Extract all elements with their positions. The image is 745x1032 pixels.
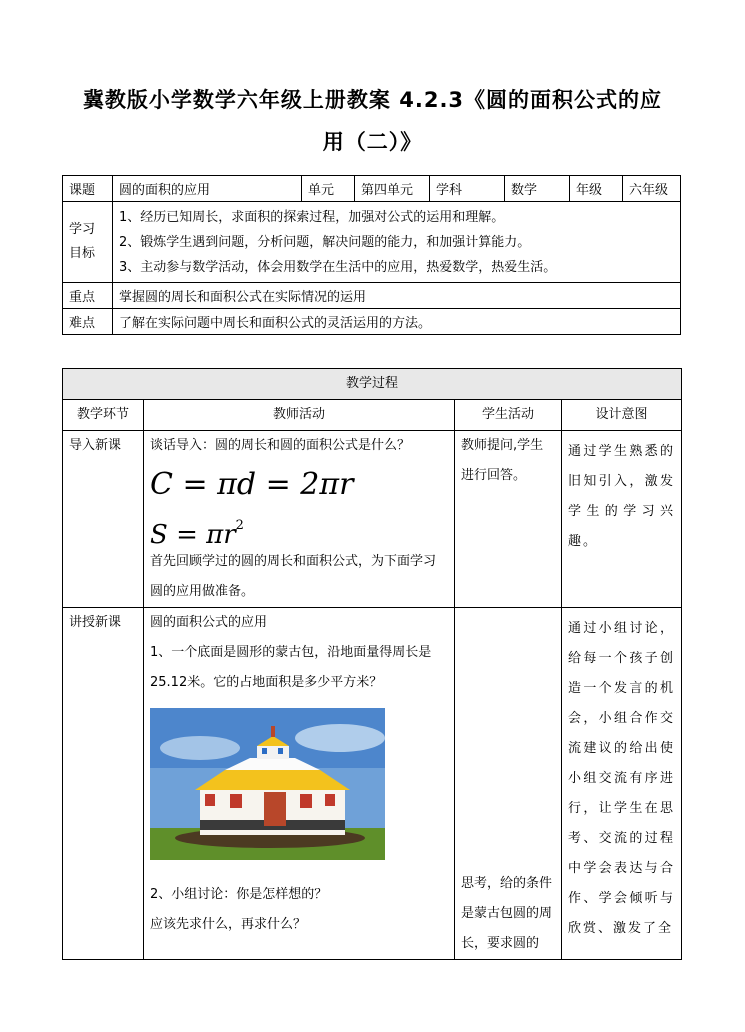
teacher-activity-intro <box>144 431 455 608</box>
area-formula-exponent: 2 <box>235 518 244 533</box>
difficulty-value: 了解在实际问题中周长和面积公式的灵活运用的方法。 <box>113 309 681 335</box>
grade-value: 六年级 <box>623 176 681 202</box>
grade-label: 年级 <box>570 176 623 202</box>
lesson-value: 圆的面积的应用 <box>113 176 302 202</box>
area-formula <box>150 507 448 550</box>
key-point-value: 掌握圆的周长和面积公式在实际情况的运用 <box>113 283 681 309</box>
process-header: 教学过程 <box>63 369 682 400</box>
area-formula-base: S = πr <box>150 520 236 550</box>
design-intent-new: 通过小组讨论，给每一个孩子创造一个发言的机会，小组合作交流建议的给出使小组交流有序进行，让学生在思考、交流的过程中学会表达与合作、学会倾听与欣赏、激发了全 <box>562 608 682 960</box>
yurt-photo <box>150 708 385 860</box>
stage-intro: 导入新课 <box>63 431 144 608</box>
unit-label: 单元 <box>302 176 355 202</box>
column-student: 学生活动 <box>455 400 562 431</box>
discussion-prompt: 2、小组讨论：你是怎样想的？ <box>150 887 328 902</box>
unit-value: 第四单元 <box>355 176 430 202</box>
stage-new: 讲授新课 <box>63 608 144 960</box>
student-activity-new <box>455 608 562 960</box>
difficulty-label: 难点 <box>63 309 113 335</box>
column-stage: 教学环节 <box>63 400 144 431</box>
teacher-activity-new <box>144 608 455 960</box>
design-intent-intro: 通过学生熟悉的旧知引入，激发学生的学习兴趣。 <box>562 431 682 608</box>
key-point-label: 重点 <box>63 283 113 309</box>
column-design: 设计意图 <box>562 400 682 431</box>
lesson-info-table <box>62 175 681 335</box>
circumference-formula: C = πd = 2πr <box>150 467 354 502</box>
objectives-label: 学习目标 <box>63 202 113 283</box>
lesson-label: 课题 <box>63 176 113 202</box>
document-title-line1: 冀教版小学数学六年级上册教案 4.2.3《圆的面积公式的应 <box>82 88 663 112</box>
teaching-process-table <box>62 368 682 960</box>
subject-value: 数学 <box>505 176 570 202</box>
objectives-cell <box>113 202 681 283</box>
objective-item: 1、经历已知周长，求面积的探索过程，加强对公式的运用和理解。 <box>119 209 505 225</box>
subject-label: 学科 <box>430 176 505 202</box>
problem-text: 1、一个底面是圆形的蒙古包，沿地面量得周长是25.12米。它的占地面积是多少平方米？ <box>150 645 432 690</box>
discussion-question: 应该先求什么，再求什么？ <box>150 917 307 932</box>
objective-item: 2、锻炼学生遇到问题，分析问题，解决问题的能力，和加强计算能力。 <box>119 234 531 250</box>
new-title: 圆的面积公式的应用 <box>150 615 268 630</box>
intro-question: 谈话导入：圆的周长和圆的面积公式是什么？ <box>150 438 411 453</box>
student-activity-intro: 教师提问,学生进行回答。 <box>455 431 562 608</box>
column-teacher: 教师活动 <box>144 400 455 431</box>
intro-note: 首先回顾学过的圆的周长和面积公式，为下面学习圆的应用做准备。 <box>150 554 437 599</box>
objective-item: 3、主动参与数学活动，体会用数学在生活中的应用，热爱数学，热爱生活。 <box>119 259 557 275</box>
student-activity-new-text: 思考，给的条件是蒙古包圆的周长，要求圆的 <box>461 876 553 951</box>
document-title-line2: 用（二）》 <box>322 130 423 154</box>
